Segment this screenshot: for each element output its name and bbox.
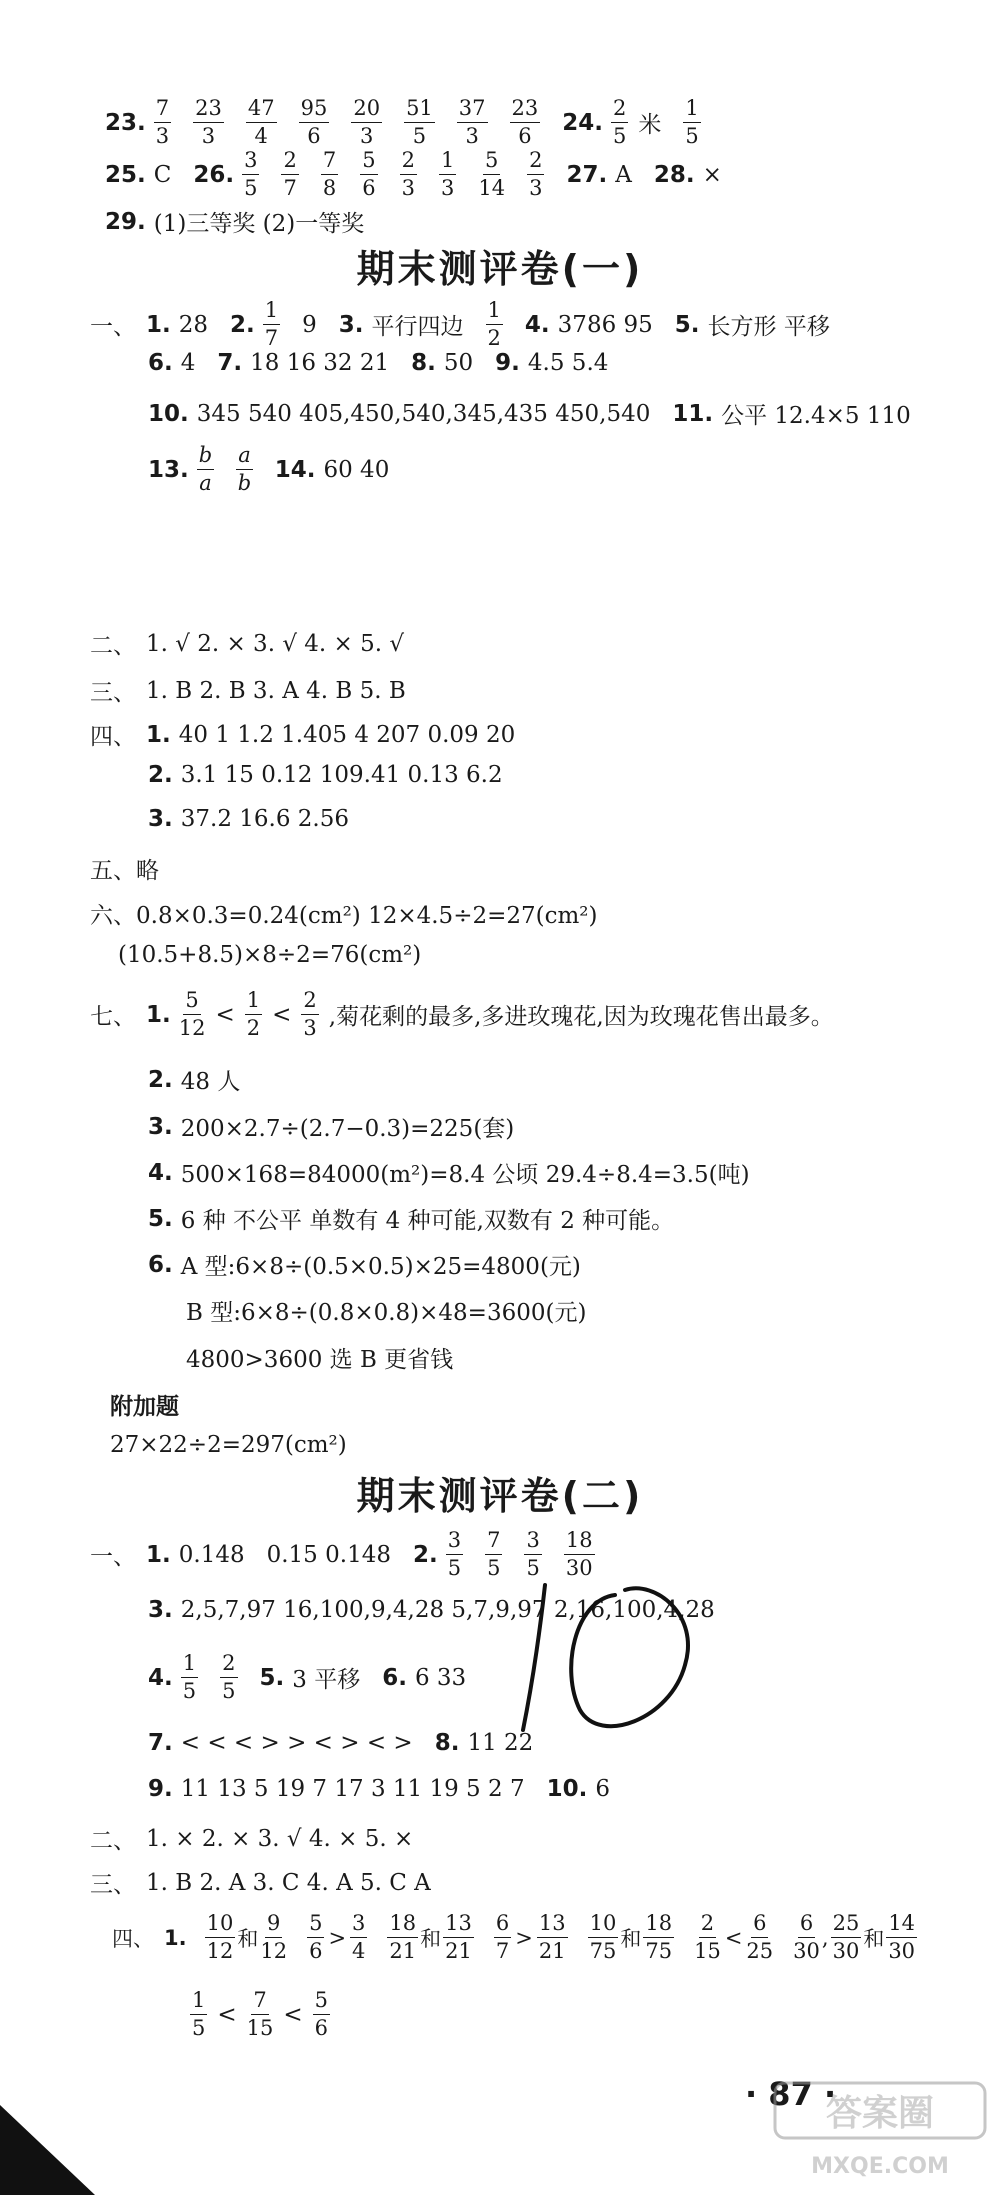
exam2-q8-answer: 11 22 <box>467 1730 534 1756</box>
exam1-q13-fraction-2: a b <box>237 443 252 495</box>
q26-fraction-5: 2 3 <box>401 148 415 200</box>
q26-fraction-8: 2 3 <box>529 148 543 200</box>
exam1-q8-answer: 50 <box>443 350 474 376</box>
exam1-q5-answer: 长方形 平移 <box>707 314 830 340</box>
exam1-s5 <box>90 852 181 885</box>
exam1-s7-line6 <box>148 1248 603 1281</box>
q23-fraction-6: 51 5 <box>406 96 433 148</box>
exam1-q2-fraction: 1 7 <box>264 298 279 350</box>
q28-answer: × <box>702 161 722 188</box>
exam2-s4-p7-b: 25 30 <box>832 1911 860 1963</box>
exam2-s4-and-4: 和 <box>863 1926 885 1951</box>
exam1-s7-line2 <box>148 1063 262 1096</box>
exam1-q14-answer: 60 40 <box>323 456 390 483</box>
exam1-q5-label: 5. <box>674 311 700 338</box>
exam1-q9-answer: 4.5 5.4 <box>527 350 609 376</box>
exam2-q4-fraction-1: 1 5 <box>182 1651 197 1703</box>
exam2-q2-fraction-3: 3 5 <box>526 1528 540 1580</box>
exam2-s1-line3 <box>148 1653 488 1702</box>
q28-label: 28. <box>653 161 695 188</box>
exam1-s3-answers: 1. B 2. B 3. A 4. B 5. B <box>146 677 406 704</box>
exam2-q9-label: 9. <box>148 1776 173 1802</box>
q25-answer: C <box>153 161 172 188</box>
exam1-title: 期末测评卷(一) <box>356 247 644 291</box>
exam2-q6-label: 6. <box>382 1664 407 1691</box>
exam1-s7-q5-answer: 6 种 不公平 单数有 4 种可能,双数有 2 种可能。 <box>180 1208 675 1234</box>
exam1-s7-q3-label: 3. <box>148 1113 173 1140</box>
exam1-s6-answer-2: (10.5+8.5)×8÷2=76(cm²) <box>118 942 422 968</box>
exam2-s4-line1 <box>112 1913 917 1962</box>
exam2-s4-gt-2: > <box>515 1925 533 1950</box>
exam1-s7-prefix: 七、 <box>90 1004 136 1030</box>
exam1-q2-label: 2. <box>230 311 255 338</box>
exam1-q3-answer: 平行四边 <box>371 314 464 340</box>
exam2-s4-prefix: 四、 <box>112 1926 154 1951</box>
q23-fraction-8: 23 6 <box>511 96 539 148</box>
q23-fraction-3: 47 4 <box>247 96 275 148</box>
exam1-extra-title-line <box>110 1388 201 1421</box>
exam2-s4-p5-b: 18 75 <box>645 1911 673 1963</box>
exam1-extra-title: 附加题 <box>110 1394 179 1420</box>
q23-fraction-5: 20 3 <box>353 96 381 148</box>
exam1-s4-q3-label: 3. <box>148 806 173 832</box>
exam1-s7-less-than-1: < <box>215 1001 235 1028</box>
exam1-s4-q2-answer: 3.1 15 0.12 109.41 0.13 6.2 <box>180 762 503 788</box>
q26-fraction-1: 3 5 <box>244 148 258 200</box>
exam1-q4-label: 4. <box>524 311 550 338</box>
q26-fraction-4: 5 6 <box>362 148 376 200</box>
exam1-s7-q6-label: 6. <box>148 1251 173 1278</box>
exam2-s4-p1-b: 9 12 <box>260 1911 288 1963</box>
exam2-q10-answer: 6 <box>595 1776 610 1802</box>
exam1-s4-q3-answer: 37.2 16.6 2.56 <box>180 806 350 832</box>
exam2-s4-and-3: 和 <box>620 1926 642 1951</box>
exam1-s4-line2 <box>148 762 525 788</box>
exam1-s7-line8 <box>186 1341 475 1374</box>
exam1-s7-less-than-2: < <box>272 1001 292 1028</box>
exam2-s4-p3-b: 13 21 <box>445 1911 472 1963</box>
exam2-s4-p1-a: 10 12 <box>206 1911 234 1963</box>
line-q23-q24 <box>105 98 723 147</box>
exam1-q10-label: 10. <box>148 400 189 427</box>
exam1-s7-line5 <box>148 1202 696 1235</box>
exam2-q2-fraction-1: 3 5 <box>447 1528 462 1580</box>
exam2-s4-p6-b: 6 25 <box>746 1911 774 1963</box>
line-q29 <box>105 205 386 238</box>
exam2-s3 <box>90 1866 453 1899</box>
q25-label: 25. <box>105 161 146 188</box>
exam2-s3-answers: 1. B 2. A 3. C 4. A 5. C A <box>146 1869 431 1896</box>
exam1-q3-fraction: 1 2 <box>487 298 501 350</box>
exam2-s1-prefix: 一、 <box>90 1544 136 1570</box>
exam2-q3-answer: 2,5,7,97 16,100,9,4,28 5,7,9,97 2,16,100,4,28 <box>180 1597 715 1623</box>
exam1-s1-line2 <box>148 350 630 376</box>
q24-label: 24. <box>562 109 604 136</box>
exam1-s4-line3 <box>148 806 371 832</box>
exam2-s4-and-2: 和 <box>420 1926 442 1951</box>
exam2-q2-label: 2. <box>412 1541 438 1568</box>
exam2-s4-l2-lt-2: < <box>283 2001 303 2028</box>
exam2-q3-label: 3. <box>148 1597 173 1623</box>
exam2-s4-p2-b: 3 4 <box>352 1911 366 1963</box>
exam2-s4-p6-a: 2 15 <box>694 1911 721 1963</box>
exam2-q1-answer-b: 0.15 0.148 <box>266 1541 391 1568</box>
exam1-s7-fraction-1: 5 12 <box>178 988 206 1040</box>
exam1-q11-answer: 公平 12.4×5 110 <box>721 403 911 429</box>
exam2-s1-line5 <box>148 1776 632 1802</box>
exam1-s6-line2 <box>118 942 443 968</box>
exam1-s7-q1-text: ,菊花剩的最多,多进玫瑰花,因为玫瑰花售出最多。 <box>328 1004 834 1030</box>
exam2-s4-gt-1: > <box>328 1925 347 1950</box>
exam1-q1-answer: 28 <box>178 311 209 338</box>
q26-label: 26. <box>193 161 235 188</box>
exam1-s7-fraction-3: 2 3 <box>303 988 317 1040</box>
exam1-s7-line1 <box>90 990 856 1039</box>
q23-fraction-7: 37 3 <box>458 96 486 148</box>
exam1-s4-q1-label: 1. <box>146 721 171 748</box>
exam1-s7-q4-answer: 500×168=84000(m²)=8.4 公顷 29.4÷8.4=3.5(吨) <box>180 1162 750 1188</box>
exam2-q4-fraction-2: 2 5 <box>222 1651 236 1703</box>
exam1-s6-answer-1: 六、0.8×0.3=0.24(cm²) 12×4.5÷2=27(cm²) <box>90 903 598 929</box>
exam2-s4-p4-a: 6 7 <box>495 1911 510 1963</box>
exam1-s7-line3 <box>148 1110 536 1143</box>
exam2-q7-answer: < < < > > < > < > <box>180 1730 413 1756</box>
exam2-q8-label: 8. <box>434 1730 460 1756</box>
exam1-s1-line1 <box>90 300 852 349</box>
exam1-s7-q2-label: 2. <box>148 1066 173 1093</box>
exam2-s4-p4-b: 13 21 <box>538 1911 566 1963</box>
exam1-q9-label: 9. <box>495 350 520 376</box>
exam2-s4-p7-a: 6 30 <box>793 1911 820 1963</box>
svg-text:MXQE.COM: MXQE.COM <box>811 2154 949 2179</box>
exam2-s4-l2-fraction-3: 5 6 <box>314 1988 329 2040</box>
exam1-s7-q6-answer-b: B 型:6×8÷(0.8×0.8)×48=3600(元) <box>186 1300 587 1326</box>
exam2-q1-answer-a: 0.148 <box>178 1541 245 1568</box>
exam2-s4-p5-a: 10 75 <box>589 1911 617 1963</box>
q24-fraction-1: 2 5 <box>613 96 627 148</box>
exam1-q7-answer: 18 16 32 21 <box>250 350 390 376</box>
exam2-s4-l2-fraction-1: 1 5 <box>192 1988 206 2040</box>
line-q25-q28 <box>105 150 744 199</box>
exam1-q4-answer: 3786 95 <box>557 311 653 338</box>
exam1-s7-q1-label: 1. <box>146 1001 171 1028</box>
corner-shadow <box>0 2105 95 2195</box>
exam1-s6-line1 <box>90 897 620 930</box>
exam2-q4-label: 4. <box>148 1664 173 1691</box>
exam2-s4-p3-a: 18 21 <box>389 1911 417 1963</box>
exam1-extra-answer: 27×22÷2=297(cm²) <box>110 1432 347 1458</box>
exam1-s1-line4 <box>148 445 411 494</box>
exam1-q7-label: 7. <box>217 350 243 376</box>
exam2-s4-l2-fraction-2: 7 15 <box>246 1988 274 2040</box>
exam1-s4-prefix: 四、 <box>90 724 136 750</box>
exam1-s2-prefix: 二、 <box>90 633 136 659</box>
exam1-s7-q5-label: 5. <box>148 1205 173 1232</box>
page-number: · 87 · <box>745 2075 837 2113</box>
exam1-s7-line4 <box>148 1156 772 1189</box>
exam2-s1-line4 <box>148 1730 555 1756</box>
exam2-s3-prefix: 三、 <box>90 1872 136 1898</box>
exam2-s2-answers: 1. × 2. × 3. √ 4. × 5. × <box>146 1825 414 1852</box>
q29-answer: (1)三等奖 (2)一等奖 <box>153 211 365 237</box>
q26-fraction-3: 7 8 <box>322 148 337 200</box>
exam2-s4-q1-label: 1. <box>164 1925 187 1950</box>
exam2-q2-fraction-4: 18 30 <box>565 1528 593 1580</box>
exam2-q9-answer: 11 13 5 19 7 17 3 11 19 5 2 7 <box>180 1776 525 1802</box>
exam1-s7-line7 <box>186 1294 608 1327</box>
exam1-q3-label: 3. <box>338 311 364 338</box>
q23-fraction-1: 7 3 <box>155 96 170 148</box>
q23-fraction-2: 23 3 <box>195 96 222 148</box>
exam1-s1-prefix: 一、 <box>90 314 136 340</box>
exam1-s7-fraction-2: 1 2 <box>246 988 261 1040</box>
svg-text:答案圈: 答案圈 <box>825 2093 935 2134</box>
q26-fraction-7: 5 14 <box>478 148 506 200</box>
exam2-s4-comma: , <box>821 1925 829 1950</box>
exam1-extra-line <box>110 1432 369 1458</box>
exam1-q6-label: 6. <box>148 350 173 376</box>
q27-answer: A <box>615 161 632 188</box>
exam1-s4-q2-label: 2. <box>148 762 173 788</box>
exam1-s4-q1-answer: 40 1 1.2 1.405 4 207 0.09 20 <box>178 721 516 748</box>
q26-fraction-6: 1 3 <box>440 148 455 200</box>
exam2-q5-answer: 3 平移 <box>292 1667 361 1693</box>
exam2-s2-prefix: 二、 <box>90 1828 136 1854</box>
exam1-s3 <box>90 674 428 707</box>
exam2-q6-answer: 6 33 <box>414 1664 467 1691</box>
exam1-q11-label: 11. <box>672 400 714 427</box>
exam1-s5-text: 五、略 <box>90 858 159 884</box>
q26-fraction-2: 2 7 <box>283 148 297 200</box>
exam2-s2 <box>90 1822 435 1855</box>
exam1-s7-q4-label: 4. <box>148 1159 173 1186</box>
q23-label: 23. <box>105 109 146 136</box>
exam1-s2-answers: 1. √ 2. × 3. √ 4. × 5. √ <box>146 630 405 657</box>
exam1-s7-q2-answer: 48 人 <box>180 1069 241 1095</box>
exam2-s4-l2-lt-1: < <box>217 2001 237 2028</box>
exam2-q1-label: 1. <box>146 1541 171 1568</box>
handwritten-score <box>505 1560 725 1750</box>
exam1-q13-label: 13. <box>148 456 189 483</box>
exam1-q6-answer: 4 <box>180 350 196 376</box>
exam2-s4-and-1: 和 <box>237 1926 259 1951</box>
exam1-s4-line1 <box>90 718 537 751</box>
exam2-s4-line2 <box>190 1990 352 2039</box>
exam1-s2 <box>90 627 426 660</box>
exam2-s4-p7-c: 14 30 <box>888 1911 916 1963</box>
exam1-s7-q6-answer-a: A 型:6×8÷(0.5×0.5)×25=4800(元) <box>180 1254 581 1280</box>
q24-unit: 米 <box>638 112 662 138</box>
exam1-s1-line3 <box>148 397 933 430</box>
exam2-s4-p2-a: 5 6 <box>309 1911 323 1963</box>
exam1-s3-prefix: 三、 <box>90 680 136 706</box>
exam1-s7-q3-answer: 200×2.7÷(2.7−0.3)=225(套) <box>180 1116 515 1142</box>
q23-fraction-4: 95 6 <box>300 96 328 148</box>
exam1-q1-label: 1. <box>146 311 171 338</box>
exam1-q13-fraction-1: b a <box>198 443 213 495</box>
exam1-q10-answer: 345 540 405,450,540,345,435 450,540 <box>196 400 651 427</box>
watermark <box>770 2075 995 2189</box>
exam1-q8-label: 8. <box>411 350 436 376</box>
exam2-q7-label: 7. <box>148 1730 173 1756</box>
watermark-logo-icon <box>770 2075 995 2185</box>
q27-label: 27. <box>566 161 608 188</box>
q29-label: 29. <box>105 208 146 235</box>
exam2-s4-lt-1: < <box>724 1925 743 1950</box>
exam2-q5-label: 5. <box>259 1664 285 1691</box>
exam1-s7-q6-conclusion: 4800>3600 选 B 更省钱 <box>186 1347 454 1373</box>
exam2-q10-label: 10. <box>546 1776 588 1802</box>
exam2-title: 期末测评卷(二) <box>356 1474 644 1518</box>
exam1-q14-label: 14. <box>274 456 316 483</box>
exam1-q2-answer: 9 <box>302 311 317 338</box>
exam2-q2-fraction-2: 7 5 <box>487 1528 501 1580</box>
q24-fraction-2: 1 5 <box>685 96 699 148</box>
